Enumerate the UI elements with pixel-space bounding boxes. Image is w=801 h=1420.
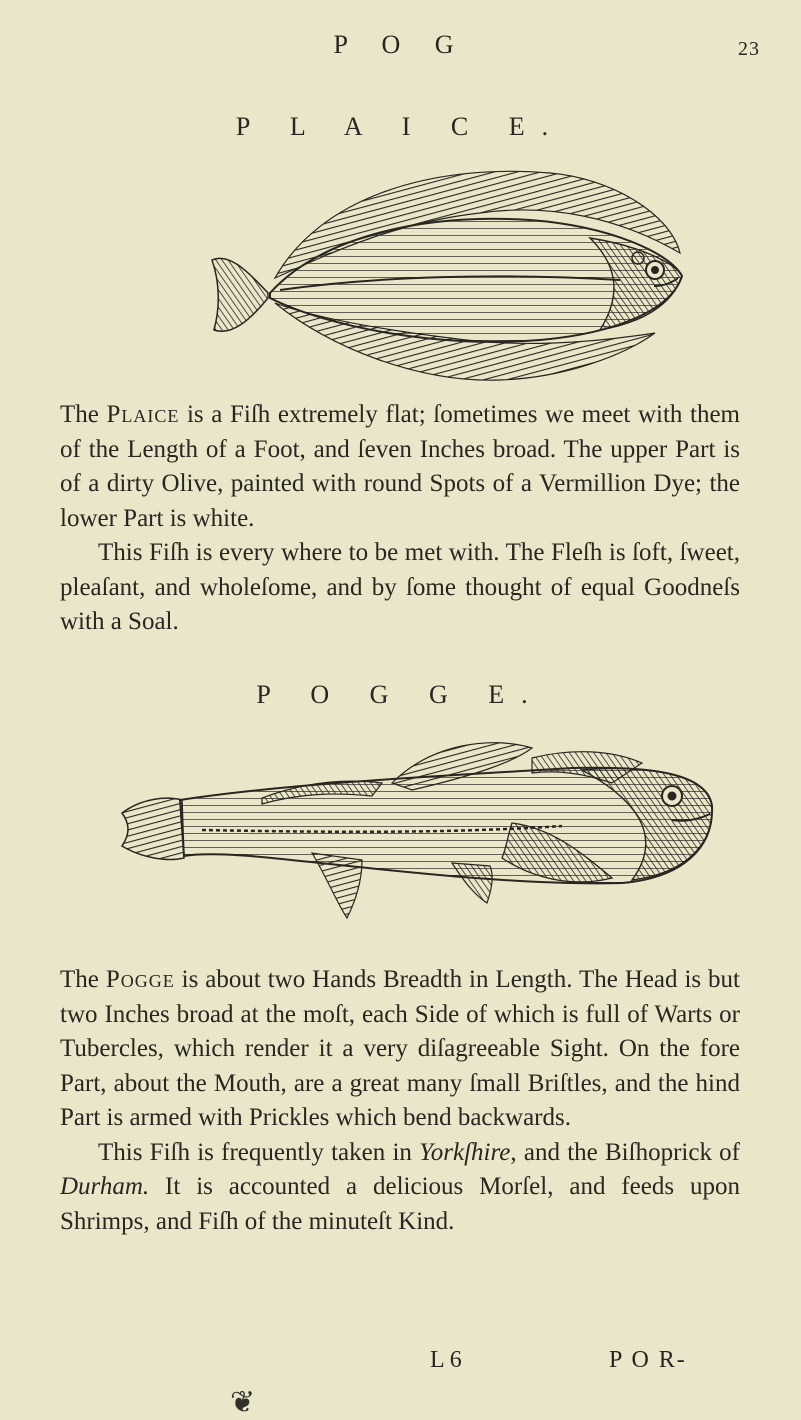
place-name: Durham.	[60, 1173, 150, 1200]
place-name: Yorkſhire	[419, 1138, 511, 1166]
plaice-illustration	[150, 158, 690, 388]
ornament-icon: ❦	[230, 1386, 256, 1419]
plaice-paragraph-1: is a Fiſh extremely flat; ſometimes we meet with them of the Length of a Foot, and ſeven Inches broad. The upper Part is of a dirty Olive, painted with round Spots of a Vermillion Dye; the lower Part is white.	[60, 401, 740, 532]
pogge-lead-word: The	[60, 966, 99, 993]
plaice-paragraph-2: This Fiſh is every where to be met with. The Fleſh is ſoft, ſweet, pleaſant, and wholeſome, and by ſome thought of equal Goodneſs with a Soal.	[60, 539, 740, 635]
page-number: 23	[738, 38, 760, 60]
plaice-description	[60, 398, 740, 640]
pogge-paragraph-1: is about two Hands Breadth in Length. The Head is but two Inches broad at the moſt, each Side of which is full of Warts or Tubercles, which render it a very diſagreeable Sight. On the fore Part, about the Mouth, are a great many ſmall Briſtles, and the hind Part is armed with Prickles which bend backwards.	[60, 966, 740, 1131]
pogge-illustration	[112, 728, 726, 958]
plaice-heading: P L A I C E.	[235, 112, 566, 141]
signature-mark: L 6	[430, 1347, 462, 1373]
pogge-description	[60, 963, 740, 1239]
pogge-heading: P O G G E.	[256, 680, 545, 709]
catchword: P O R-	[609, 1347, 687, 1373]
plaice-name: Plaice	[106, 401, 180, 428]
pogge-name: Pogge	[105, 966, 175, 993]
pogge-paragraph-2: This Fiſh is frequently taken in Yorkſhire, and the Biſhoprick of Durham. It is accounted a delicious Morſel, and feeds upon Shrimps, and Fiſh of the minuteſt Kind.	[60, 1138, 741, 1235]
running-head: P O G	[333, 30, 468, 59]
plaice-lead-word: The	[60, 401, 99, 428]
